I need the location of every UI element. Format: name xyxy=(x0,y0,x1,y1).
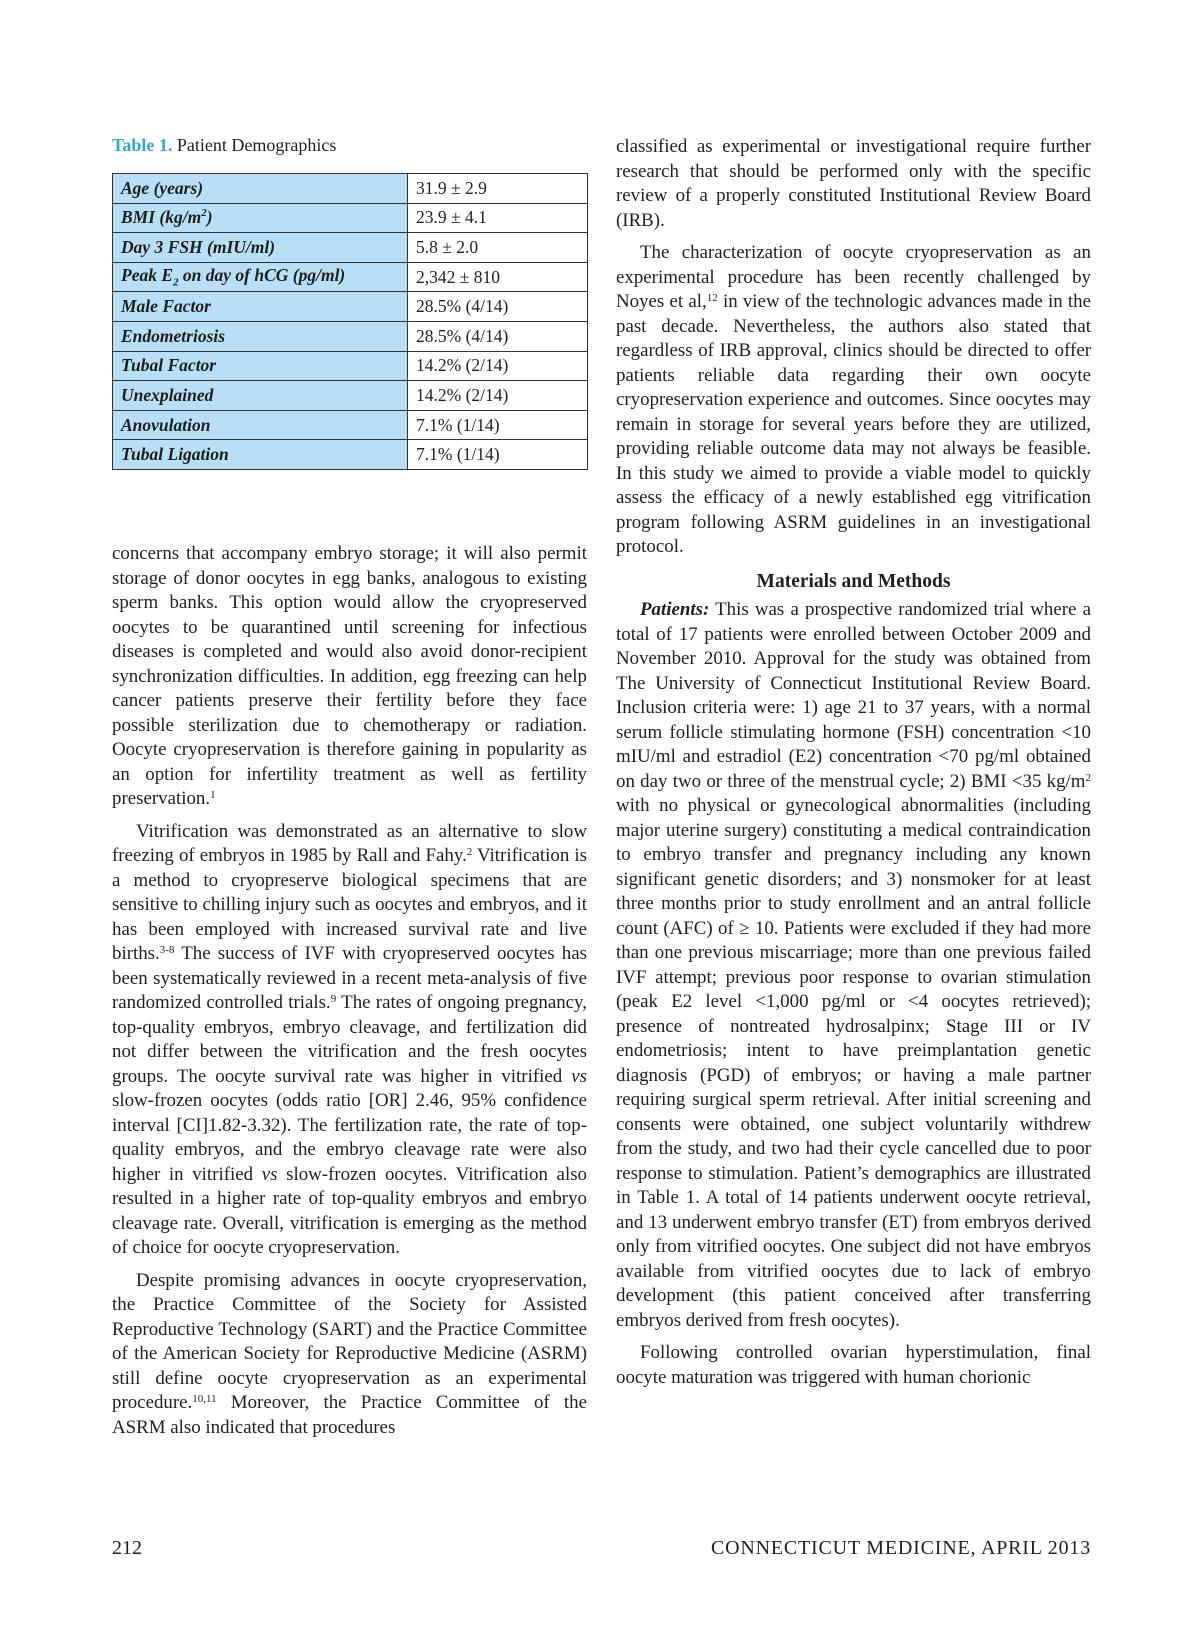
right-column xyxy=(616,135,1091,1390)
left-column xyxy=(112,542,587,1440)
page-number: 212 xyxy=(112,1537,142,1559)
table-row xyxy=(113,174,588,204)
parameter-cell: Anovulation xyxy=(113,410,408,440)
table-row xyxy=(113,381,588,411)
parameter-cell: Male Factor xyxy=(113,292,408,322)
parameter-cell: BMI $(kg/m^2)$ xyxy=(113,203,408,233)
table-caption xyxy=(112,135,336,156)
value-cell: 28.5% (4/14) xyxy=(408,321,588,351)
value-cell: 28.5% (4/14) xyxy=(408,292,588,322)
table-row xyxy=(113,262,588,292)
table-row xyxy=(113,233,588,263)
value-cell: 31.9 ± 2.9 xyxy=(408,174,588,204)
table-row xyxy=(113,203,588,233)
parameter-cell: Unexplained xyxy=(113,381,408,411)
table-row xyxy=(113,440,588,470)
value-cell: 23.9 ± 4.1 xyxy=(408,203,588,233)
value-cell: 14.2% (2/14) xyxy=(408,381,588,411)
body-paragraph: Patients: This was a prospective randomized trial where a total of 17 patients were enrolled between October 2009 and November 2010. Approval for the study was obtained from The University of Connecticut Institutional Review Board. Inclusion criteria were: 1) age 21 to 37 years, with a normal serum follicle stimulating hormone (FSH) concentration <10 mIU/ml and estradiol (E2) concentration <70 pg/ml obtained on day two or three of the menstrual cycle; 2) BMI <35 $kg/m^2$ with no physical or gynecological abnormalities (including major uterine surgery) constituting a medical contraindication to embryo transfer and pregnancy including any known significant genetic disorders; and 3) nonsmoker for at least three months prior to study enrollment and an antral follicle count (AFC) of ≥ 10. Patients were excluded if they had more than one previous miscarriage; more than one previous failed IVF attempt; previous poor response to ovarian stimulation (peak E2 level <1,000 pg/ml or <4 oocytes retrieved); presence of nontreated hydrosalpinx; Stage III or IV endometriosis; intent to have preimplantation genetic diagnosis (PGD) of embryos; or having a male partner requiring surgical sperm retrieval. After initial screening and consents were obtained, one subject voluntarily withdrew from the study, and two had their cycle cancelled due to poor response to stimulation. Patient’s demographics are illustrated in Table 1. A total of 14 patients underwent oocyte retrieval, and 13 underwent embryo transfer (ET) from embryos derived only from vitrified oocytes. One subject did not have embryos available from vitrified oocytes due to lack of embryo development (this patient conceived after transferring embryos derived from fresh oocytes). xyxy=(616,599,1091,1331)
parameter-cell: Tubal Ligation xyxy=(113,440,408,470)
journal-info: CONNECTICUT MEDICINE, APRIL 2013 xyxy=(710,1537,1091,1559)
run-in-heading: Patients: xyxy=(640,599,710,620)
body-paragraph: classified as experimental or investigational require further research that should be performed only with the specific review of a properly constituted Institutional Review Board (IRB). xyxy=(616,136,1091,231)
body-paragraph: Despite promising advances in oocyte cryopreservation, the Practice Committee of the Society for Assisted Reproductive Technology (SART) and the Practice Committee of the American Society for Reproductive Medicine (ASRM) still define oocyte cryopreservation as an experimental procedure.$^{10,11}$ Moreover, the Practice Committee of the ASRM also indicated that procedures xyxy=(112,1269,587,1438)
parameter-cell: Day 3 FSH (mIU/ml) xyxy=(113,233,408,263)
body-paragraph: concerns that accompany embryo storage; it will also permit storage of donor oocytes in egg banks, analogous to existing sperm banks. This option would allow the cryopreserved oocytes to be quarantined until screening for infectious diseases is completed and would also avoid donor-recipient synchronization difficulties. In addition, egg freezing can help cancer patients preserve their fertility before they face possible sterilization due to chemotherapy or radiation. Oocyte cryopreservation is therefore gaining in popularity as an option for infertility treatment as well as fertility preservation.$^1$ xyxy=(112,543,587,809)
parameter-cell: Endometriosis xyxy=(113,321,408,351)
table-row xyxy=(113,351,588,381)
section-heading: Materials and Methods xyxy=(756,570,951,592)
table-row xyxy=(113,410,588,440)
body-paragraph: Vitrification was demonstrated as an alternative to slow freezing of embryos in 1985 by Rall and Fahy.$^2$ Vitrification is a method to cryopreserve biological specimens that are sensitive to chilling injury such as oocytes and embryos, and it has been employed with increased survival rate and live births.$^{3-8}$ The success of IVF with cryopreserved oocytes has been systematically reviewed in a recent meta-analysis of five randomized controlled trials.$^9$ The rates of ongoing pregnancy, top-quality embryos, embryo cleavage, and fertilization did not differ between the vitrification and the fresh oocytes groups. The oocyte survival rate was higher in vitrified vs slow-frozen oocytes (odds ratio [OR] 2.46, 95% confidence interval [CI]1.82-3.32). The fertilization rate, the rate of top-quality embryos, and the embryo cleavage rate were also higher in vitrified vs slow-frozen oocytes. Vitrification also resulted in a higher rate of top-quality embryos and embryo cleavage rate. Overall, vitrification is emerging as the method of choice for oocyte cryopreservation. xyxy=(112,820,587,1258)
parameter-cell: Peak $E_2$ on day of hCG (pg/ml) xyxy=(113,262,408,292)
body-paragraph: The characterization of oocyte cryopreservation as an experimental procedure has been recently challenged by Noyes et al,$^{12}$ in view of the technologic advances made in the past decade. Nevertheless, the authors also stated that regardless of IRB approval, clinics should be directed to offer patients reliable data regarding their own oocyte cryopreservation experience and outcomes. Since oocytes may remain in storage for several years before they are utilized, providing reliable outcome data may not always be feasible. In this study we aimed to provide a viable model to quickly assess the efficacy of a newly established egg vitrification program following ASRM guidelines in an investigational protocol. xyxy=(616,242,1092,557)
demographics-table xyxy=(112,173,588,470)
table-row xyxy=(113,321,588,351)
value-cell: 7.1% (1/14) xyxy=(408,410,588,440)
value-cell: 2,342 ± 810 xyxy=(408,262,588,292)
parameter-cell: Tubal Factor xyxy=(113,351,408,381)
value-cell: 5.8 ± 2.0 xyxy=(408,233,588,263)
value-cell: 14.2% (2/14) xyxy=(408,351,588,381)
table-row xyxy=(113,292,588,322)
table-title: Patient Demographics xyxy=(172,135,337,155)
value-cell: 7.1% (1/14) xyxy=(408,440,588,470)
parameter-cell: Age (years) xyxy=(113,174,408,204)
body-paragraph: Following controlled ovarian hyperstimulation, final oocyte maturation was triggered with human chorionic xyxy=(616,1342,1091,1388)
table-label: Table 1. xyxy=(112,135,173,155)
